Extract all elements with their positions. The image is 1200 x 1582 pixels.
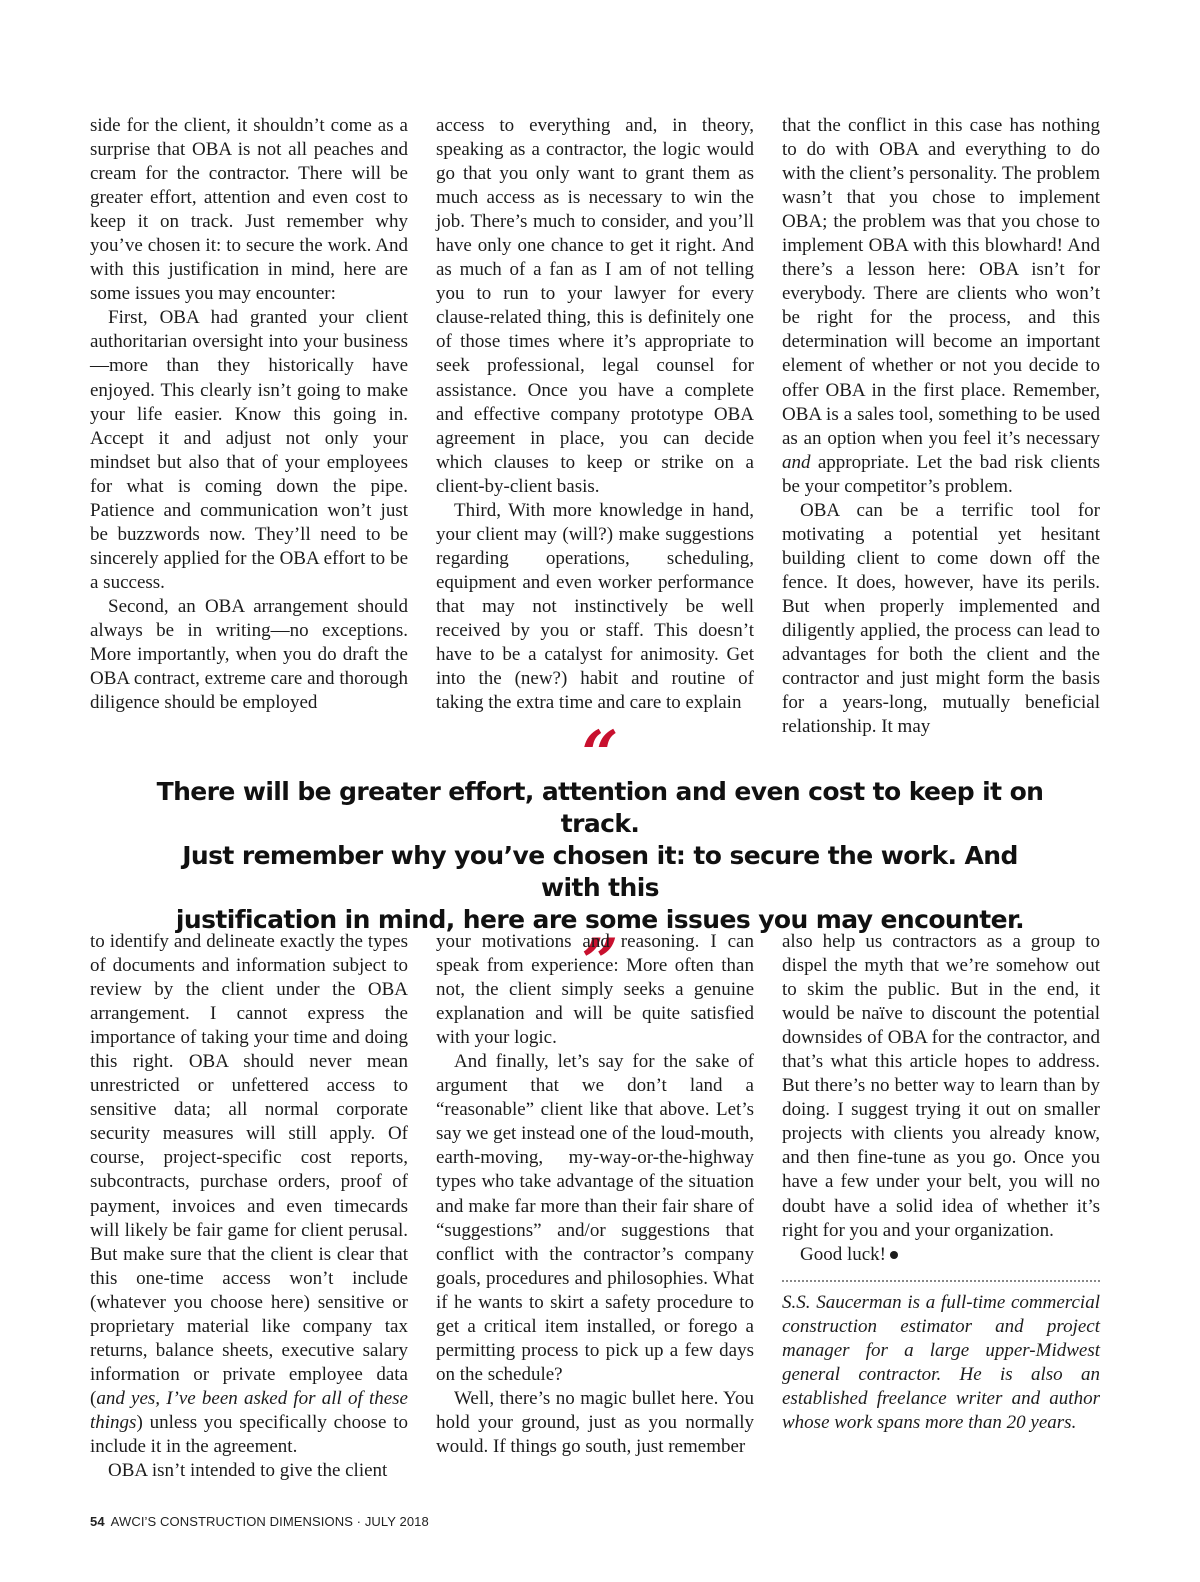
paragraph: And finally, let’s say for the sake of argument that we don’t land a “reasonable” client like that above. Let’s say we get instead one of the loud-mouth, earth-moving, my-way-or-the-highway types who take advantage of the situation and make far more than their fair share of “suggestions” and/or suggestions that conflict with the contractor’s company goals, procedures and philosophies. What if he wants to skirt a safety procedure to get a critical item installed, or forego a permitting process to pick up a few days on the schedule? [436,1051,754,1385]
article-column-top-1 [90,114,408,715]
paragraph: OBA isn’t intended to give the client [108,1460,388,1482]
article-column-bottom-1 [90,930,408,1483]
closing-text: Good luck! [800,1243,887,1265]
paragraph [90,930,408,1459]
divider [782,1280,1100,1282]
pull-quote-line: Just remember why you’ve chosen it: to secure the work. And with this [182,841,1018,902]
open-quote-icon: “ [581,717,619,792]
text-run: to identify and delineate exactly the types of documents and information subject to review by the client under the OBA arrangement. I cannot express the importance of taking your time and doing this right. OBA should never mean unrestricted or unfettered access to sensitive data; all normal corporate security measures will still apply. Of course, project-specific cost reports, subcontracts, purchase orders, proof of payment, invoices and even timecards will likely be fair game for client perusal. But make sure that the client is clear that this one-time access won’t include (whatever you choose here) sensitive or proprietary material like company tax returns, balance sheets, executive salary information or private employee data ( [90,931,408,1409]
paragraph: also help us contractors as a group to dispel the myth that we’re somehow out to skim the public. But in the end, it would be naïve to discount the potential downsides of OBA for the contractor, and that’s what this article hopes to address. But there’s no better way to learn than by doing. I suggest trying it out on smaller projects with clients you already know, and then fine-tune as you go. Once you have a few under your belt, you will no doubt have a solid idea of whether it’s right for you and your organization. [782,931,1100,1241]
paragraph: OBA can be a terrific tool for motivating a potential yet hesitant building client to come down off the fence. It does, however, have its perils. But when properly implemented and diligently applied, the process can lead to advantages for both the client and the contractor and just might form the basis for a years-long, mutually beneficial relationship. It may [782,499,1100,738]
paragraph: First, OBA had granted your client authoritarian oversight into your business—more than they historically have enjoyed. This clearly isn’t going to make your life easier. Know this going in. Accept it and adjust not only your mindset but also that of your employees for what is coming down the pipe. Patience and communication won’t just be buzzwords now. They’ll need to be sincerely applied for the OBA effort to be a success. [90,307,408,593]
paragraph: Well, there’s no magic bullet here. You hold your ground, just as you normally would. If things go south, just remember [436,1387,754,1457]
author-bio: S.S. Saucerman is a full-time commercial construction estimator and project manager for a large upper-Midwest general contractor. He is also an established freelance writer and author whose work spans more than 20 years. [782,1291,1100,1433]
paragraph [782,114,1100,499]
paragraph: access to everything and, in theory, speaking as a contractor, the logic would go that you only want to grant them as much access as is necessary to win the job. There’s much to consider, and you’ll have only one chance to get it right. And as much of a fan as I am of not telling you to run to your lawyer for every clause-related thing, this is definitely one of those times where it’s appropriate to seek professional, legal counsel for assistance. Once you have a complete and effective company prototype OBA agreement in place, you can decide which clauses to keep or strike on a client-by-client basis. [436,115,754,497]
pull-quote-text [150,776,1050,936]
closing-line [782,1243,1100,1267]
emphasis: and yes, I’ve been asked for all of these things [90,1387,408,1433]
text-run: that the conflict in this case has nothing to do with OBA and everything to do with the client’s personality. The problem wasn’t that you chose to implement OBA; the problem was that you chose to implement OBA with this blowhard! And there’s a lesson here: OBA isn’t for everybody. There are clients who won’t be right for the process, and this determination will become an important element of whether or not you decide to offer OBA in the first place. Remember, OBA is a sales tool, something to be used as an option when you feel it’s necessary [782,115,1100,449]
end-mark-icon [890,1251,898,1259]
article-column-bottom-3 [782,930,1100,1435]
pull-quote-line: justification in mind, here are some issues you may encounter. [175,905,1025,934]
text-run: ) unless you specifically choose to include it in the agreement. [90,1411,408,1457]
article-column-top-2 [436,114,754,715]
article-column-top-3 [782,114,1100,739]
publication-line: AWCI’S CONSTRUCTION DIMENSIONS · JULY 2018 [110,1514,429,1529]
text-run: appropriate. Let the bad risk clients be your competitor’s problem. [782,451,1100,497]
paragraph: side for the client, it shouldn’t come as a surprise that OBA is not all peaches and cream for the contractor. There will be greater effort, attention and even cost to keep it on track. Just remember why you’ve chosen it: to secure the work. And with this justification in mind, here are some issues you may encounter: [90,115,408,305]
pull-quote-line: There will be greater effort, attention and even cost to keep it on track. [156,777,1044,838]
paragraph: your motivations and reasoning. I can speak from experience: More often than not, the client simply seeks a genuine explanation and will be quite satisfied with your logic. [436,931,754,1049]
paragraph: Third, With more knowledge in hand, your client may (will?) make suggestions regarding operations, scheduling, equipment and even worker performance that may not instinctively be well received by you or staff. This doesn’t have to be a catalyst for animosity. Get into the (new?) habit and routine of taking the extra time and care to explain [436,499,754,714]
page-number: 54 [90,1514,105,1529]
close-quote-icon: ” [581,925,619,1000]
article-column-bottom-2 [436,930,754,1459]
paragraph: Second, an OBA arrangement should always be in writing—no exceptions. More importantly, when you do draft the OBA contract, extreme care and thorough diligence should be employed [90,595,408,714]
emphasis: and [782,451,811,473]
page-footer [90,1514,429,1529]
